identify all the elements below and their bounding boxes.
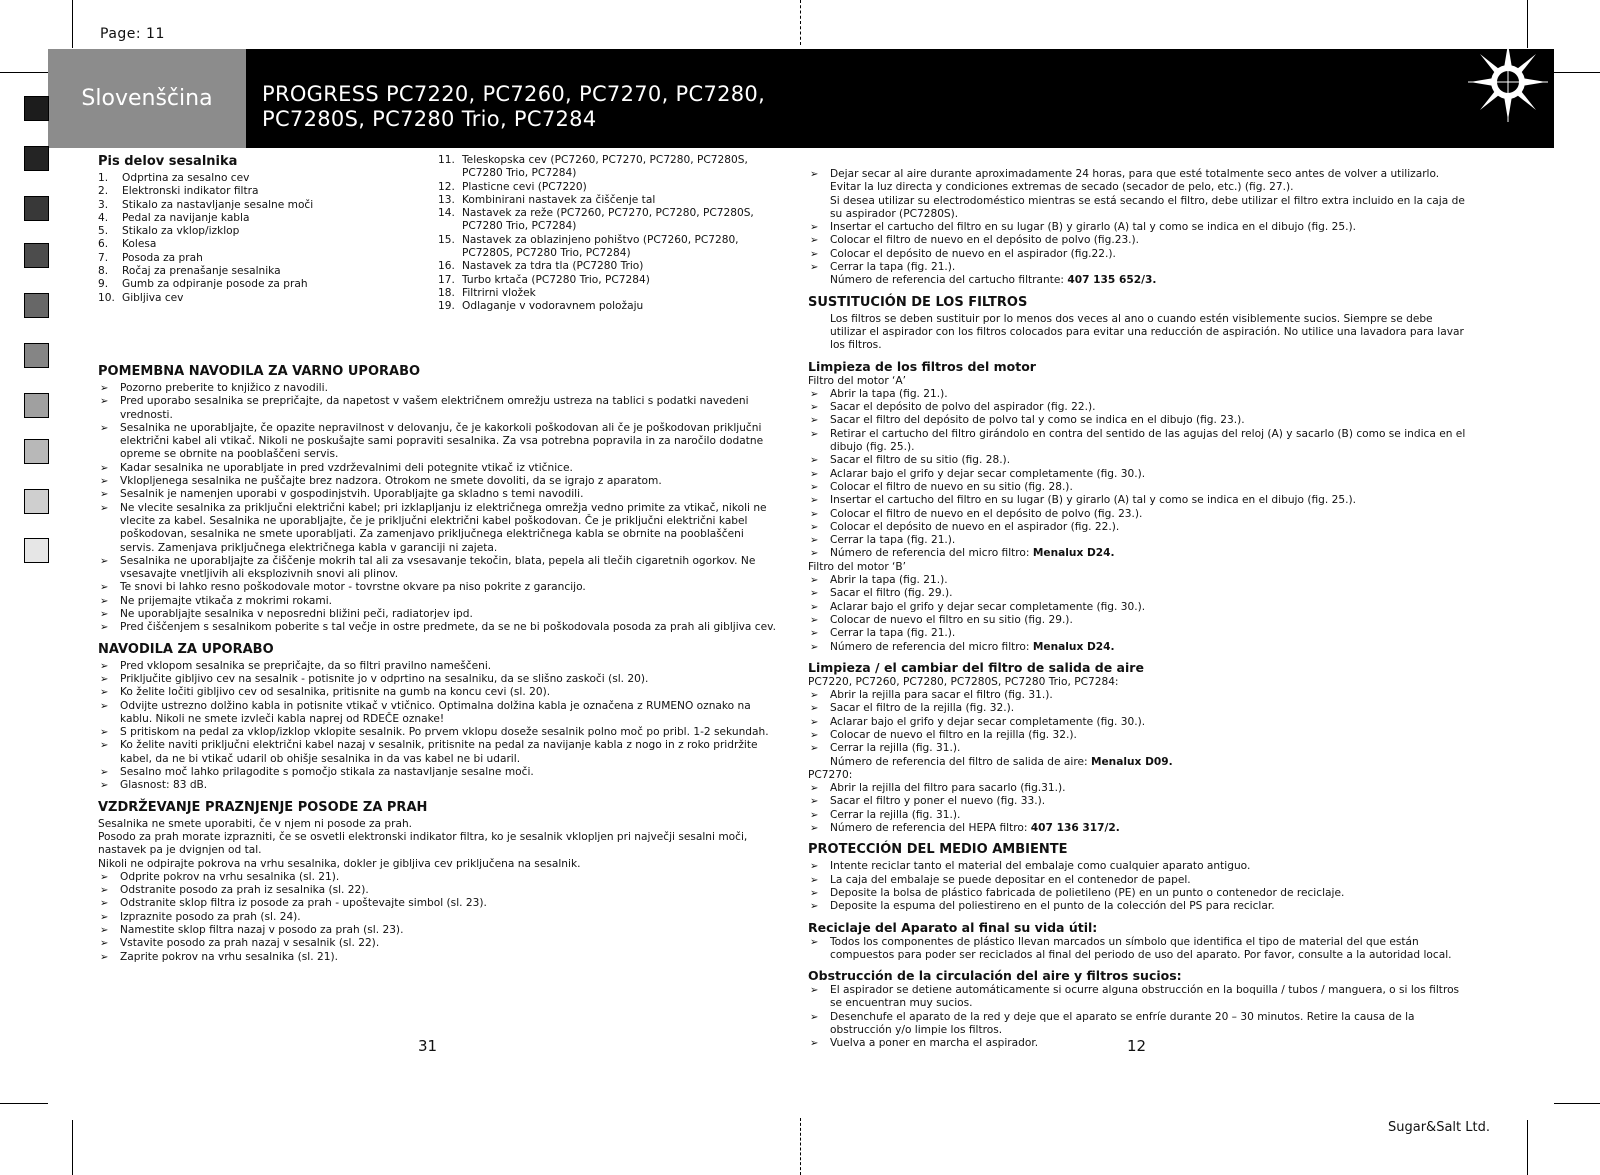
center-fold-line [800, 1118, 801, 1175]
list-item: ➢ Deposite la bolsa de plástico fabricada de polietileno (PE) en un punto o contenedor de reciclaje. [808, 887, 1468, 900]
motor-filter-b-list [808, 574, 1468, 640]
item-number: 13. [438, 193, 455, 206]
maintenance-text: Nikoli ne odpirajte pokrova na vrhu sesalnika, dokler je gibljiva cev priključena na sesalnik. [98, 857, 581, 870]
page-number-right: 12 [1127, 1037, 1147, 1055]
obstruction-heading: Obstrucción de la circulación del aire y filtros sucios: [808, 968, 1182, 984]
item-number: 8. [98, 265, 109, 278]
list-item: ➢ Odstranite posodo za prah iz sesalnika (sl. 22). [98, 884, 778, 897]
company-name: Sugar&Salt Ltd. [1388, 1120, 1490, 1135]
list-item: ➢ Sacar el depósito de polvo del aspirador (fig. 22.). [808, 401, 1468, 414]
list-item: ➢ Aclarar bajo el grifo y dejar secar completamente (fig. 30.). [808, 468, 1468, 481]
list-item: ➢ Odstranite sklop filtra iz posode za prah - upoštevajte simbol (sl. 23). [98, 897, 778, 910]
item-label: Nastavek za reže (PC7260, PC7270, PC7280, PC7280S, PC7280 Trio, PC7284) [462, 207, 754, 233]
item-label: Gumb za odpiranje posode za prah [122, 278, 308, 291]
motor-filter-b-label: Filtro del motor ‘B’ [808, 560, 907, 573]
list-item: ➢ Ne prijemajte vtikača z mokrimi rokami. [98, 595, 778, 608]
list-item [438, 181, 768, 194]
filter-replacement-heading: SUSTITUCIÓN DE LOS FILTROS [808, 294, 1028, 310]
crop-line [72, 1120, 73, 1175]
maintenance-text: Sesalnika ne smete uporabiti, če v njem ni posode za prah. [98, 817, 413, 830]
list-item: ➢ Glasnost: 83 dB. [98, 779, 778, 792]
list-item [98, 199, 428, 212]
list-item: ➢ Colocar el depósito de nuevo en el aspirador (fig.22.). [808, 248, 1468, 261]
list-item: ➢ Pred čiščenjem s sesalnikom poberite s tal večje in ostre predmete, da se ne bi poškodovala posoda za prah ali gibljiva cev. [98, 621, 778, 634]
list-item: ➢ El aspirador se detiene automáticamente si ocurre alguna obstrucción en la boquilla / tubos / manguera, o si los filtros se encuentran muy sucios. [808, 984, 1468, 1011]
item-label: Plasticne cevi (PC7220) [462, 180, 587, 193]
list-item: ➢ Todos los componentes de plástico llevan marcados un símbolo que identifica el tipo de material del que están compuestos para poder ser reciclados al final del periodo de uso del aparato. Por favor, consulte a la autoridad local. [808, 936, 1468, 963]
list-item: ➢ Sacar el filtro del depósito de polvo tal y como se indica en el dibujo (fig. 23.). [808, 414, 1468, 427]
list-item: ➢ Pred uporabo sesalnika se prepričajte, da napetost v vašem električnem omrežju ustreza na tablici s podatki navedeni vrednosti. [98, 395, 778, 422]
color-swatch [24, 439, 49, 464]
list-item: ➢ Colocar el depósito de nuevo en el aspirador (fig. 22.). [808, 521, 1468, 534]
list-item: ➢ Sacar el filtro de la rejilla (fig. 32.). [808, 702, 1468, 715]
item-number: 4. [98, 211, 109, 224]
item-number: 11. [438, 154, 455, 166]
list-item [98, 212, 428, 225]
exhaust-filter-list [808, 689, 1468, 755]
color-swatch [24, 393, 49, 418]
hepa-ref [808, 822, 1468, 835]
color-swatch [24, 538, 49, 563]
title-line-1: PROGRESS PC7220, PC7260, PC7270, PC7280, [262, 82, 766, 106]
list-item [438, 234, 768, 261]
drying-list [808, 168, 1468, 274]
item-number: 1. [98, 172, 109, 184]
motor-filter-a-label: Filtro del motor ‘A’ [808, 374, 907, 387]
list-item [438, 154, 768, 181]
item-number: 5. [98, 225, 109, 238]
item-number: 7. [98, 251, 109, 264]
list-item: ➢ Cerrar la tapa (fig. 21.). [808, 534, 1468, 547]
list-item: ➢ Cerrar la rejilla (fig. 31.). [808, 742, 1468, 755]
list-item: ➢ Sesalnik je namenjen uporabi v gospodinjstvih. Uporabljajte ga skladno s temi navodili. [98, 488, 778, 501]
list-item [98, 172, 428, 185]
list-item: ➢ Abrir la tapa (fig. 21.). [808, 388, 1468, 401]
list-item: ➢ Vklopljenega sesalnika ne puščajte brez nadzora. Otrokom ne smete dovoliti, da se igrajo z aparatom. [98, 475, 778, 488]
list-item: ➢ Insertar el cartucho del filtro en su lugar (B) y girarlo (A) tal y como se indica en el dibujo (fig. 25.). [808, 221, 1468, 234]
list-item: ➢ Colocar el filtro de nuevo en su sitio (fig. 28.). [808, 481, 1468, 494]
safety-heading: POMEMBNA NAVODILA ZA VARNO UPORABO [98, 364, 421, 379]
item-label: Stikalo za nastavljanje sesalne moči [122, 198, 314, 211]
list-item: ➢ Colocar el filtro de nuevo en el depósito de polvo (fig.23.). [808, 234, 1468, 247]
list-item: ➢ Deposite la espuma del poliestireno en el punto de la colección del PS para reciclar. [808, 900, 1468, 913]
list-item [438, 260, 768, 273]
reference-line: Número de referencia del cartucho filtrante: 407 135 652/3. [830, 274, 1157, 287]
list-item: ➢ Sesalno moč lahko prilagodite s pomočjo stikala za nastavljanje sesalne moči. [98, 766, 778, 779]
page-title [262, 82, 765, 132]
list-item: ➢ Ko želite naviti priključni električni kabel nazaj v sesalnik, pritisnite na pedal za navijanje kabla z nogo in z roko pridržite kabel, da ne bi vtikač udaril ob ohišje sesalnika in da vas kabel ne bi udaril. [98, 739, 778, 766]
crop-line [72, 0, 73, 48]
list-item: ➢ La caja del embalaje se puede depositar en el contenedor de papel. [808, 874, 1468, 887]
parts-list-1 [98, 172, 428, 305]
item-number: 10. [98, 291, 115, 304]
list-item [98, 252, 428, 265]
pc7270-list [808, 782, 1468, 822]
list-item: ➢ Colocar el filtro de nuevo en el depósito de polvo (fig. 23.). [808, 508, 1468, 521]
list-item [438, 207, 768, 234]
list-item [438, 194, 768, 207]
item-label: Odlaganje v vodoravnem položaju [462, 300, 644, 313]
list-item: ➢ Abrir la rejilla del filtro para sacarlo (fig.31.). [808, 782, 1468, 795]
item-number: 14. [438, 207, 455, 220]
item-number: 17. [438, 273, 455, 286]
list-item: ➢ Retirar el cartucho del filtro girándolo en contra del sentido de las agujas del reloj (A) y sacarlo (B) como se indica en el dibujo (fig. 25.). [808, 428, 1468, 455]
parts-list-2 [438, 154, 768, 314]
item-label: Stikalo za vklop/izklop [122, 225, 240, 238]
list-item: ➢ Ko želite ločiti gibljivo cev od sesalnika, pritisnite na gumb na koncu cevi (sl. 20). [98, 686, 778, 699]
parts-heading: Pis delov sesalnika [98, 154, 238, 169]
list-item: ➢ Sacar el filtro (fig. 29.). [808, 587, 1468, 600]
color-swatch [24, 146, 49, 171]
color-swatch [24, 96, 49, 121]
list-item: ➢ Namestite sklop filtra nazaj v posodo za prah (sl. 23). [98, 924, 778, 937]
color-swatch [24, 293, 49, 318]
list-item: ➢ Aclarar bajo el grifo y dejar secar completamente (fig. 30.). [808, 716, 1468, 729]
reference-line: ➢ Número de referencia del HEPA filtro: 407 136 317/2. [808, 822, 1468, 835]
item-label: Posoda za prah [122, 251, 203, 264]
list-item: ➢ Izpraznite posodo za prah (sl. 24). [98, 911, 778, 924]
list-item: ➢ Intente reciclar tanto el material del embalaje como cualquier aparato antiguo. [808, 860, 1468, 873]
maintenance-list [98, 871, 778, 964]
list-item: ➢ Abrir la tapa (fig. 21.). [808, 574, 1468, 587]
maintenance-heading: VZDRŽEVANJE PRAZNJENJE POSODE ZA PRAH [98, 799, 428, 815]
color-swatch [24, 243, 49, 268]
list-item: ➢ Zaprite pokrov na vrhu sesalnika (sl. 21). [98, 951, 778, 964]
filter-replacement-text: Los filtros se deben sustituir por lo menos dos veces al ano o cuando estén visiblemente sucios. Siempre se debe utilizar el aspirador con los filtros colocados para evitar una reducción de aspiración. No utilice una lavadora para lavar los filtros. [830, 312, 1464, 352]
list-item: ➢ Sacar el filtro y poner el nuevo (fig. 33.). [808, 795, 1468, 808]
left-page [98, 152, 778, 964]
environment-heading: PROTECCIÓN DEL MEDIO AMBIENTE [808, 842, 1068, 858]
list-item [438, 287, 768, 300]
list-item: ➢ Pred vklopom sesalnika se prepričajte, da so filtri pravilno nameščeni. [98, 660, 778, 673]
list-item: ➢ Odvijte ustrezno dolžino kabla in potisnite vtikač v vtičnico. Optimalna dolžina kabla je označena z RUMENO oznako na kablu. Nikoli ne smete izvleči kabla naprej od RDEČE oznake! [98, 700, 778, 727]
crop-line [1554, 72, 1600, 73]
list-item: ➢ Ne uporabljajte sesalnika v neposredni bližini peči, radiatorjev ipd. [98, 608, 778, 621]
item-number: 12. [438, 180, 455, 193]
crop-line [1527, 1120, 1528, 1175]
color-swatch [24, 196, 49, 221]
list-item: ➢ Pozorno preberite to knjižico z navodili. [98, 382, 778, 395]
list-item [98, 292, 428, 305]
recycling-list [808, 936, 1468, 963]
item-number: 15. [438, 233, 455, 246]
list-item: ➢ Aclarar bajo el grifo y dejar secar completamente (fig. 30.). [808, 601, 1468, 614]
exhaust-models: PC7220, PC7260, PC7280, PC7280S, PC7280 Trio, PC7284: [808, 675, 1119, 688]
item-number: 2. [98, 185, 109, 198]
pc7270-label: PC7270: [808, 768, 853, 781]
item-number: 6. [98, 238, 109, 251]
usage-heading: NAVODILA ZA UPORABO [98, 641, 274, 657]
item-number: 18. [438, 286, 455, 299]
list-item: ➢ Sacar el filtro de su sitio (fig. 28.). [808, 454, 1468, 467]
crop-line [1527, 0, 1528, 48]
list-item: ➢ Insertar el cartucho del filtro en su lugar (B) y girarlo (A) tal y como se indica en el dibujo (fig. 25.). [808, 494, 1468, 507]
item-label: Odprtina za sesalno cev [122, 172, 250, 184]
list-item [438, 274, 768, 287]
motor-filter-a-ref [808, 547, 1468, 560]
list-item: ➢ Kadar sesalnika ne uporabljate in pred vzdrževalnimi deli potegnite vtikač iz vtičnice. [98, 462, 778, 475]
list-item [98, 225, 428, 238]
item-label: Nastavek za oblazinjeno pohištvo (PC7260, PC7280, PC7280S, PC7280 Trio, PC7284) [462, 233, 739, 260]
list-item: ➢ Colocar de nuevo el filtro en su sitio (fig. 29.). [808, 614, 1468, 627]
reference-line: ➢ Número de referencia del micro filtro: Menalux D24. [808, 547, 1468, 560]
list-item: ➢ Ne vlecite sesalnika za priključni električni kabel; pri izklapljanju iz električnega omrežja vedno primite za vtikač, nikoli ne vlecite za kabel. Sesalnika ne uporabljajte, če je priključni električni kabel poškodovan. Če je priključni električni kabel poškodovan, sesalnika ne smete uporabljati. Za zamenjavo priključnega električnega kabla se obrnite na pooblaščeni servis. Zamenjava priključnega električnega kabla v garanciji ni zajeta. [98, 502, 778, 555]
list-item: ➢ Dejar secar al aire durante aproximadamente 24 horas, para que esté totalmente seco antes de volver a utilizarlo. Evitar la luz directa y condiciones extremas de secado (secador de pelo, etc.) (fig. 27.). Si desea utilizar su electrodoméstico mientras se está secando el filtro, debe utilizar el filtro extra incluido en la caja de su aspirador (PC7280S). [808, 168, 1468, 221]
item-label: Kolesa [122, 238, 157, 251]
item-label: Gibljiva cev [122, 291, 184, 304]
reference-line: ➢ Número de referencia del micro filtro: Menalux D24. [808, 641, 1468, 654]
list-item: ➢ Colocar de nuevo el filtro en la rejilla (fig. 32.). [808, 729, 1468, 742]
list-item: ➢ Priključite gibljivo cev na sesalnik - potisnite jo v odprtino na sesalniku, da se slišno zaskoči (sl. 20). [98, 673, 778, 686]
page-number-left: 31 [418, 1037, 438, 1055]
item-label: Turbo krtača (PC7280 Trio, PC7284) [462, 273, 650, 286]
item-label: Teleskopska cev (PC7260, PC7270, PC7280, PC7280S, PC7280 Trio, PC7284) [462, 154, 748, 180]
item-label: Kombinirani nastavek za čiščenje tal [462, 193, 656, 206]
crop-line [0, 72, 48, 73]
item-label: Nastavek za tdra tla (PC7280 Trio) [462, 260, 644, 273]
color-swatch [24, 489, 49, 514]
recycling-heading: Reciclaje del Aparato al final su vida útil: [808, 919, 1098, 935]
list-item [98, 265, 428, 278]
item-number: 16. [438, 260, 455, 273]
color-swatch [24, 343, 49, 368]
center-fold-line [800, 0, 801, 45]
item-number: 19. [438, 300, 455, 313]
list-item: ➢ Vuelva a poner en marcha el aspirador. [808, 1037, 1468, 1050]
list-item: ➢ Vstavite posodo za prah nazaj v sesalnik (sl. 22). [98, 937, 778, 950]
crop-line [1554, 1103, 1600, 1104]
list-item: ➢ Te snovi bi lahko resno poškodovale motor - tovrstne okvare pa niso pokrite z garancijo. [98, 581, 778, 594]
list-item: ➢ Desenchufe el aparato de la red y deje que el aparato se enfríe durante 20 – 30 minutos. Retire la causa de la obstrucción y/o limpie los filtros. [808, 1011, 1468, 1038]
usage-list [98, 660, 778, 793]
motor-filter-a-list [808, 388, 1468, 548]
reference-line: Número de referencia del filtro de salida de aire: Menalux D09. [830, 755, 1173, 768]
list-item: ➢ Cerrar la tapa (fig. 21.). [808, 627, 1468, 640]
list-item: ➢ Cerrar la rejilla (fig. 31.). [808, 809, 1468, 822]
list-item [98, 238, 428, 251]
item-label: Pedal za navijanje kabla [122, 211, 250, 224]
drying-note: Si desea utilizar su electrodoméstico mientras se está secando el filtro, debe utilizar el filtro extra incluido en la caja de su aspirador (PC7280S). [830, 194, 1465, 220]
item-label: Ročaj za prenašanje sesalnika [122, 265, 281, 278]
list-item: ➢ Odprite pokrov na vrhu sesalnika (sl. 21). [98, 871, 778, 884]
title-line-2: PC7280S, PC7280 Trio, PC7284 [262, 107, 597, 131]
item-label: Elektronski indikator filtra [122, 185, 259, 198]
motor-filter-b-ref [808, 641, 1468, 654]
list-item: ➢ Sesalnika ne uporabljajte, če opazite nepravilnost v delovanju, če je kakorkoli poškodovan ali če je poškodovan priključni električni kabel ali vtikač. Nikoli ne poskušajte sami popraviti sesalnika. Za vsa potrebna popravila in za naročilo dodatne opreme se obrnite na pooblaščeni servis. [98, 422, 778, 462]
maintenance-text: Posodo za prah morate izprazniti, če se osvetli elektronski indikator filtra, ko je sesalnik vklopljen pri največji sesalni moči, nastavek pa je dvignjen od tal. [98, 830, 748, 857]
list-item: ➢ Sesalnika ne uporabljajte za čiščenje mokrih tal ali za vsesavanje tekočin, blata, pepela ali tlečih cigaretnih ogorkov. Ne vsesavajte vnetljivih ali eksplozivnih snovi ali plinov. [98, 555, 778, 582]
list-item [438, 300, 768, 313]
list-item: ➢ Cerrar la tapa (fig. 21.). [808, 261, 1468, 274]
page-label: Page: 11 [100, 26, 165, 42]
item-label: Filtrirni vložek [462, 286, 536, 299]
right-page [808, 168, 1468, 1051]
list-item: ➢ S pritiskom na pedal za vklop/izklop vklopite sesalnik. Po prvem vklopu doseže sesalnik polno moč po pribl. 1-2 sekundah. [98, 726, 778, 739]
safety-list [98, 382, 778, 635]
item-number: 9. [98, 278, 109, 291]
list-item: ➢ Abrir la rejilla para sacar el filtro (fig. 31.). [808, 689, 1468, 702]
list-item [98, 278, 428, 291]
registration-mark-icon [1468, 42, 1548, 122]
list-item [98, 185, 428, 198]
exhaust-filter-heading: Limpieza / el cambiar del filtro de salida de aire [808, 659, 1144, 675]
crop-line [0, 1103, 48, 1104]
item-number: 3. [98, 198, 109, 211]
environment-list [808, 860, 1468, 913]
motor-filter-heading: Limpieza de los filtros del motor [808, 358, 1036, 374]
language-label: Slovenščina [48, 49, 246, 148]
